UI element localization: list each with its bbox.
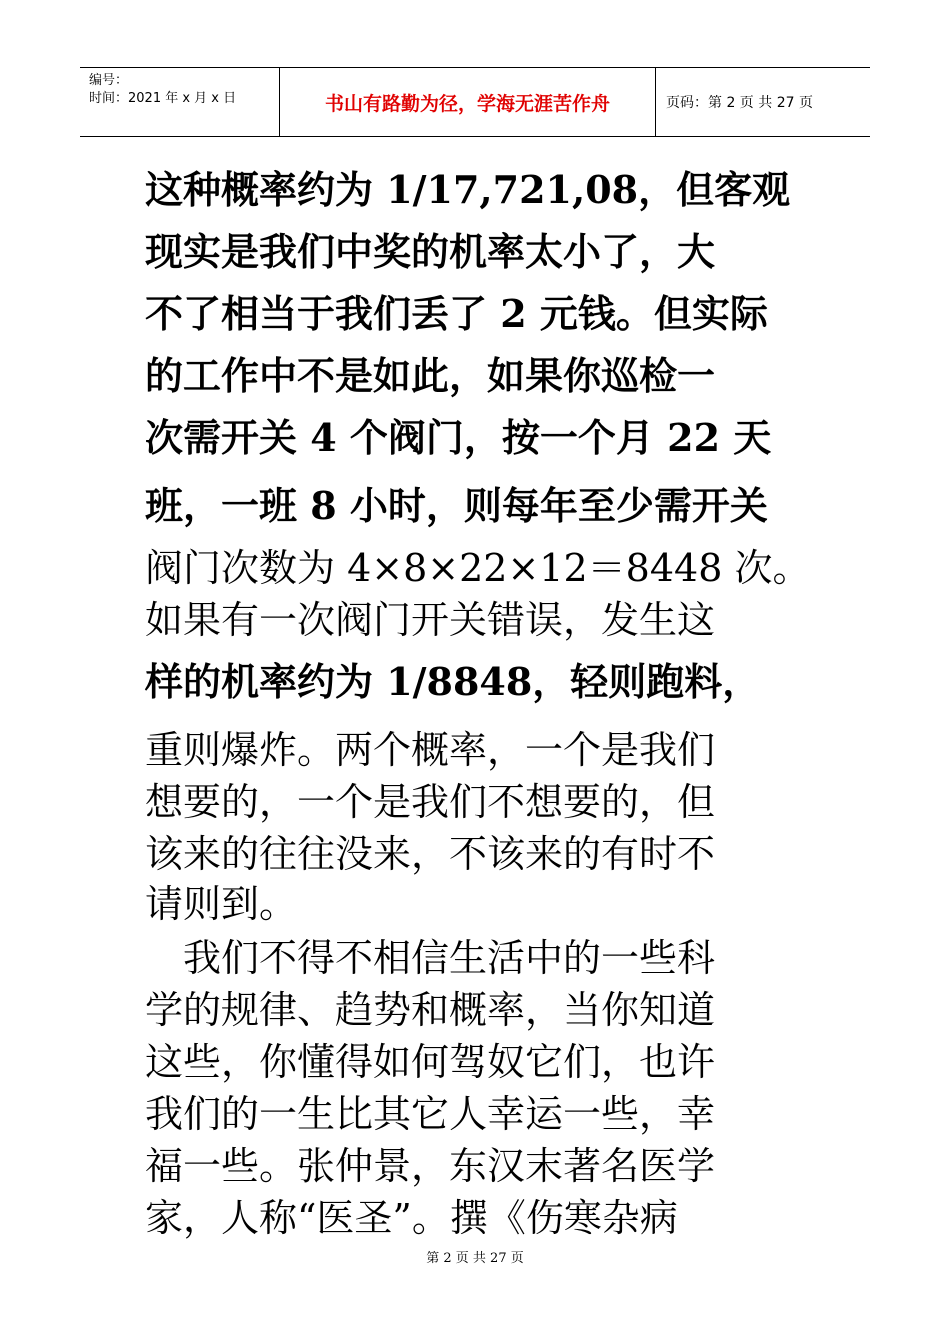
body-line: 阀门次数为 4×8×22×12＝8448 次。 [145,546,811,590]
body-line: 不了相当于我们丢了 2 元钱。但实际 [145,291,768,336]
body-line: 福一些。张仲景，东汉末著名医学 [145,1144,716,1188]
body-line: 这些，你懂得如何驾奴它们，也许 [145,1040,716,1084]
body-line: 想要的，一个是我们不想要的，但 [145,780,716,824]
body-line: 我们的一生比其它人幸运一些，幸 [145,1092,716,1136]
body-line: 的工作中不是如此，如果你巡检一 [145,353,716,398]
time-label: 时间：2021 年 x 月 x 日 [89,91,237,106]
body-line: 班，一班 8 小时，则每年至少需开关 [145,483,768,528]
body-line: 家，人称“医圣”。撰《伤寒杂病 [145,1196,678,1240]
body-line: 样的机率约为 1/8848，轻则跑料， [145,659,761,704]
body-line: 重则爆炸。两个概率，一个是我们 [145,728,716,772]
number-label: 编号： [89,73,129,88]
body-line: 该来的往往没来，不该来的有时不 [145,832,716,876]
body-line: 这种概率约为 1/17,721,08，但客观 [145,167,791,212]
body-line: 如果有一次阀门开关错误，发生这 [145,598,716,642]
body-line: 请则到。 [145,882,298,926]
header-table [80,67,870,137]
header-page-info: 页码：第 2 页 共 27 页 [666,95,813,111]
page-footer: 第 2 页 共 27 页 [426,1251,524,1266]
header-meta [80,68,280,136]
body-line: 次需开关 4 个阀门，按一个月 22 天 [145,415,772,460]
body-line: 学的规律、趋势和概率，当你知道 [145,988,716,1032]
body-line: 我们不得不相信生活中的一些科 [145,936,716,980]
body-line: 现实是我们中奖的机率太小了，大 [145,229,716,274]
header-motto: 书山有路勤为径，学海无涯苦作舟 [280,68,656,136]
